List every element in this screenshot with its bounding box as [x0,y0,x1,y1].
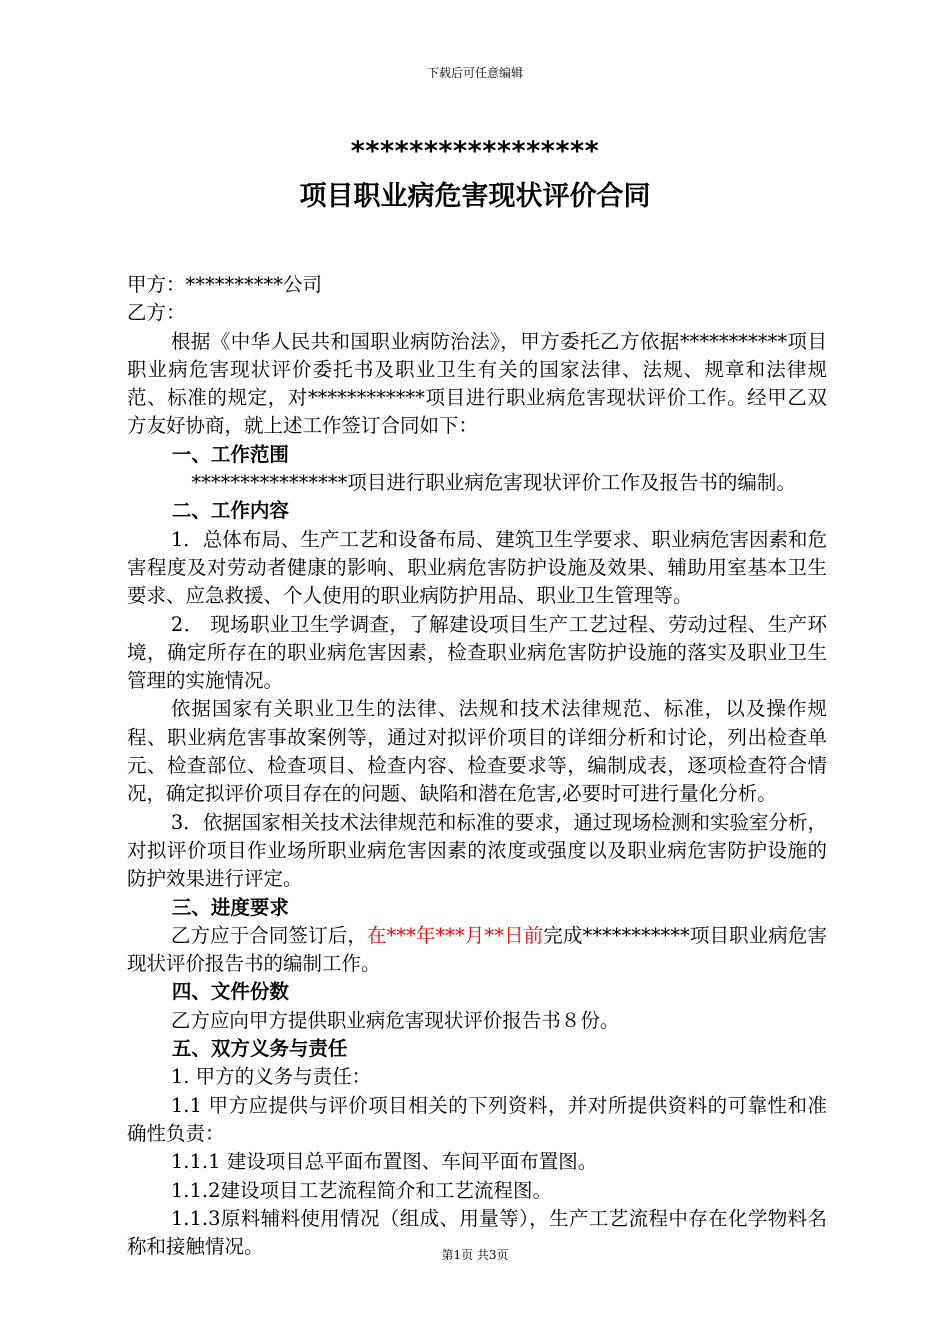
section-1-heading: 一、工作范围 [171,442,289,466]
section-2-item-3: 3．依据国家相关技术法律规范和标准的要求，通过现场检测和实验室分析，对拟评价项目作业场所职业病危害因素的浓度或强度以及职业病危害防护设施的防护效果进行评定。 [127,810,827,891]
section-3-text-after: 完成***********项目职业病危害现状评价报告书的编制工作。 [127,923,827,976]
page-title: 项目职业病危害现状评价合同 [299,181,651,212]
contract-body [127,271,827,1261]
section-4-heading: 四、文件份数 [171,980,289,1004]
section-3-text [127,922,827,979]
section-4-text: 乙方应向甲方提供职业病危害现状评价报告书８份。 [170,1008,620,1032]
section-2-item-1: 1．总体布局、生产工艺和设备布局、建筑卫生学要求、职业病危害因素和危害程度及对劳动者健康的影响、职业病危害防护设施及效果、辅助用室基本卫生要求、应急救援、个人使用的职业病防护用品、职业卫生管理等。 [127,527,827,608]
section-1-text: ****************项目进行职业病危害现状评价工作及报告书的编制。 [191,471,796,495]
party-b: 乙方： [127,301,186,325]
section-5-p1: 1. 甲方的义务与责任： [170,1065,372,1089]
section-2-item-2b: 依据国家有关职业卫生的法律、法规和技术法律规范、标准，以及操作规程、职业病危害事故案例等，通过对拟评价项目的详细分析和讨论，列出检查单元、检查部位、检查项目、检查内容、检查要求等，编制成表，逐项检查符合情况，确定拟评价项目存在的问题、缺陷和潜在危害,必要时可进行量化分析。 [127,697,827,806]
deadline-text: 在***年***月**日前 [366,923,544,947]
section-5-heading: 五、双方义务与责任 [171,1037,348,1061]
section-5-p1-1-1: 1.1.1 建设项目总平面布置图、车间平面布置图。 [170,1150,598,1174]
title-stars: ***************** [350,136,600,167]
section-5-p1-1: 1.1 甲方应提供与评价项目相关的下列资料，并对所提供资料的可靠性和准确性负责： [127,1093,827,1145]
section-5-p1-1-3: 1.1.3原料辅料使用情况（组成、用量等），生产工艺流程中存在化学物料名称和接触情况。 [127,1206,827,1259]
section-2-heading: 二、工作内容 [171,499,289,523]
party-a: 甲方：**********公司 [127,273,323,296]
header-note: 下载后可任意编辑 [426,66,523,80]
section-3-text-before: 乙方应于合同签订后， [170,923,367,947]
intro-paragraph: 根据《中华人民共和国职业病防治法》，甲方委托乙方依据***********项目职业病危害现状评价委托书及职业卫生有关的国家法律、法规、规章和法律规范、标准的规定，对************项目进行职业病危害现状评价工作。经甲乙双方友好协商，就上述工作签订合同如下： [127,329,827,438]
section-2-item-2: 2． 现场职业卫生学调查，了解建设项目生产工艺过程、劳动过程、生产环境，确定所存在的职业病危害因素，检查职业病危害防护设施的落实及职业卫生管理的实施情况。 [127,612,827,693]
page-number: 第1页 共3页 [441,1248,509,1262]
section-3-heading: 三、进度要求 [171,895,289,919]
section-5-p1-1-2: 1.1.2建设项目工艺流程简介和工艺流程图。 [170,1178,552,1202]
